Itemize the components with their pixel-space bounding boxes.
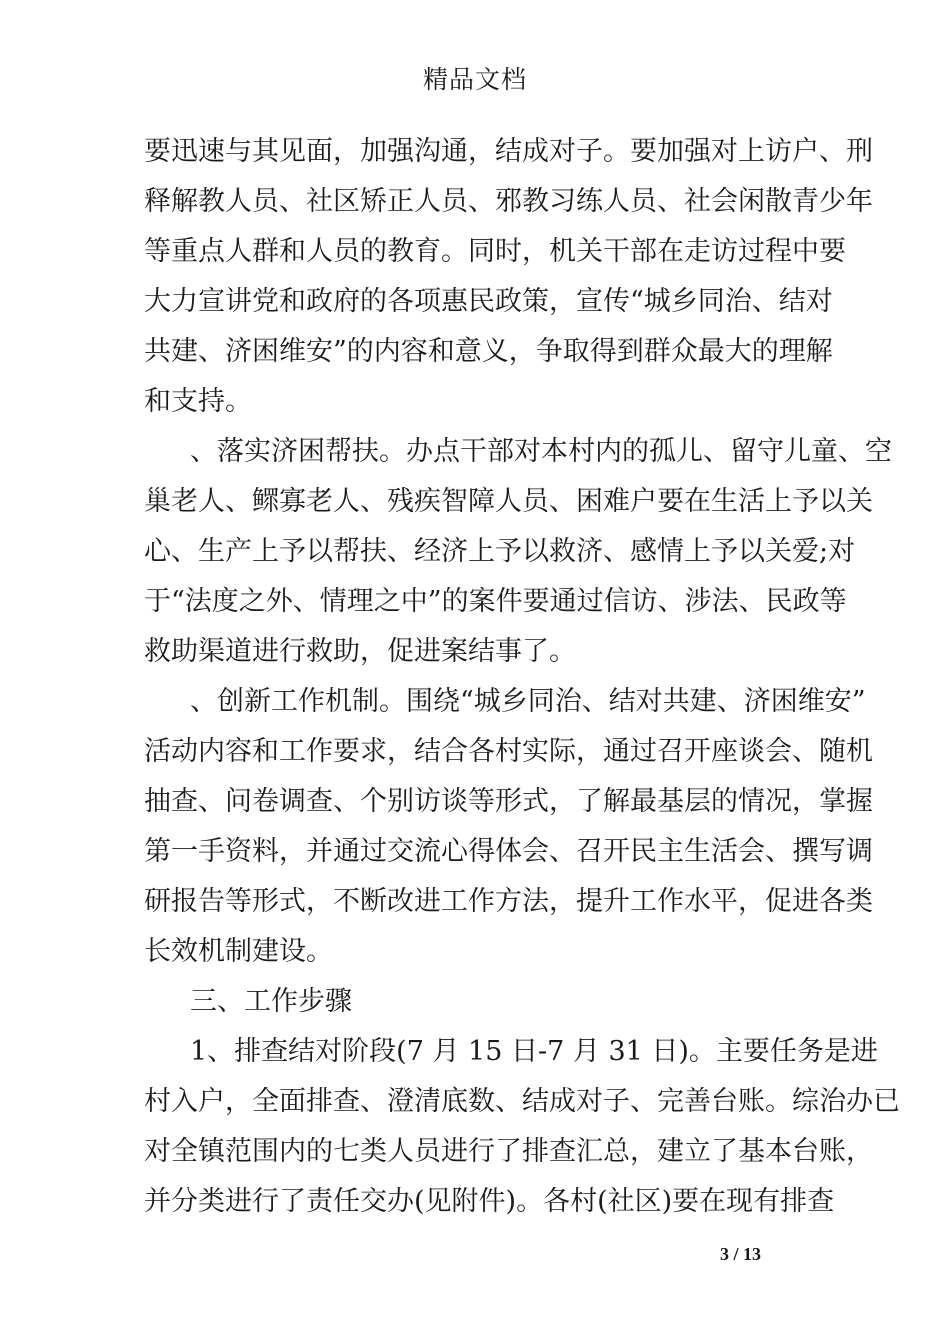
- text-line: 、落实济困帮扶。办点干部对本村内的孤儿、留守儿童、空: [190, 436, 892, 467]
- text-line: 和支持。: [144, 386, 252, 417]
- text-line: 大力宣讲党和政府的各项惠民政策，宣传“城乡同治、结对: [144, 286, 833, 317]
- text-line: 长效机制建设。: [144, 936, 333, 967]
- text-line: 并分类进行了责任交办(见附件)。各村(社区)要在现有排查: [144, 1186, 835, 1217]
- text-line: 救助渠道进行救助，促进案结事了。: [144, 636, 576, 667]
- text-line: 对全镇范围内的七类人员进行了排查汇总，建立了基本台账，: [144, 1136, 873, 1167]
- text-line: 共建、济困维安”的内容和意义，争取得到群众最大的理解: [144, 336, 833, 367]
- text-line: 村入户，全面排查、澄清底数、结成对子、完善台账。综治办已: [144, 1086, 900, 1117]
- text-line: 等重点人群和人员的教育。同时，机关干部在走访过程中要: [144, 236, 846, 267]
- text-line: 抽查、问卷调查、个别访谈等形式，了解最基层的情况，掌握: [144, 786, 873, 817]
- text-line: 、创新工作机制。围绕“城乡同治、结对共建、济困维安”: [190, 686, 866, 717]
- text-line: 研报告等形式，不断改进工作方法，提升工作水平，促进各类: [144, 886, 873, 917]
- page-header-title: 精品文档: [422, 65, 527, 94]
- text-line: 第一手资料，并通过交流心得体会、召开民主生活会、撰写调: [144, 836, 873, 867]
- text-line: 1、排查结对阶段(7 月 15 日-7 月 31 日)。主要任务是进: [190, 1036, 878, 1067]
- document-body: [144, 127, 900, 1227]
- section-heading: 三、工作步骤: [190, 986, 352, 1017]
- text-line: 活动内容和工作要求，结合各村实际，通过召开座谈会、随机: [144, 736, 873, 767]
- text-line: 心、生产上予以帮扶、经济上予以救济、感情上予以关爱;对: [144, 536, 856, 567]
- text-line: 巢老人、鳏寡老人、残疾智障人员、困难户要在生活上予以关: [144, 486, 873, 517]
- text-line: 释解教人员、社区矫正人员、邪教习练人员、社会闲散青少年: [144, 186, 873, 217]
- text-line: 于“法度之外、情理之中”的案件要通过信访、涉法、民政等: [144, 586, 847, 617]
- page-number: 3 / 13: [720, 1244, 762, 1264]
- text-line: 要迅速与其见面，加强沟通，结成对子。要加强对上访户、刑: [144, 136, 873, 167]
